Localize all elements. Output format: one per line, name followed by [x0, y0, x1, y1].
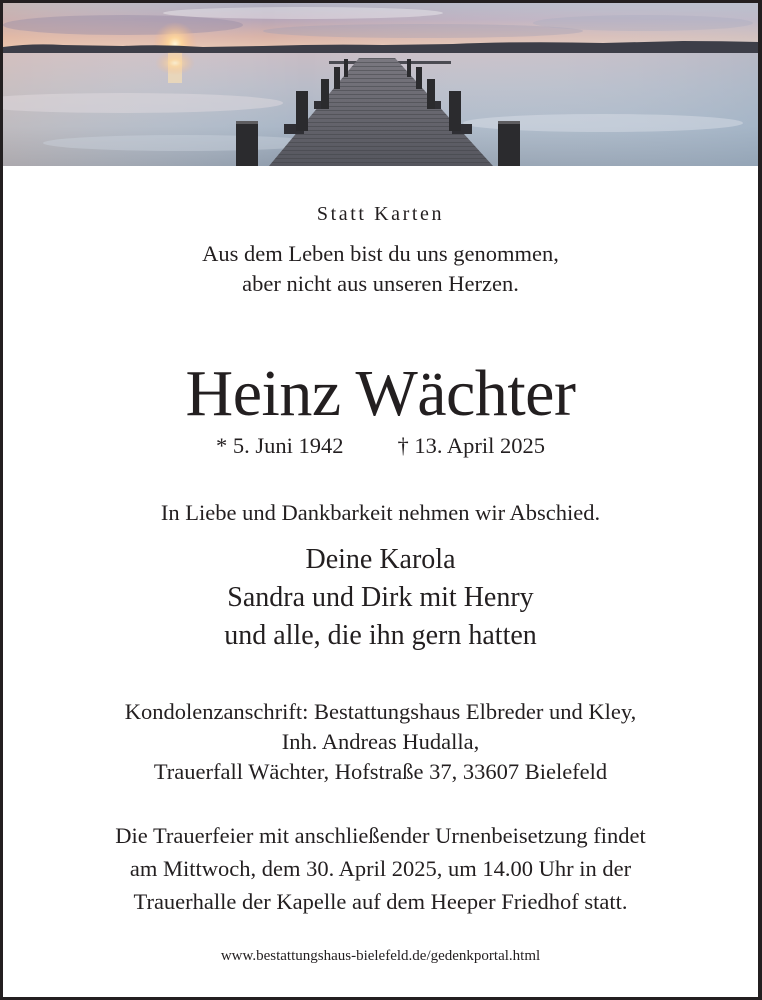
service-line: Die Trauerfeier mit anschließender Urnenbeisetzung findet — [115, 823, 646, 848]
motto-line: aber nicht aus unseren Herzen. — [242, 271, 519, 296]
memorial-portal-link[interactable]: www.bestattungshaus-bielefeld.de/gedenkportal.html — [220, 948, 541, 964]
motto-line: Aus dem Leben bist du uns genommen, — [202, 241, 559, 266]
funeral-service-info — [3, 819, 758, 918]
condolence-address — [3, 697, 758, 787]
service-line: am Mittwoch, dem 30. April 2025, um 14.00 Uhr in der — [129, 856, 632, 881]
mourner-line: und alle, die ihn gern hatten — [224, 620, 537, 651]
obituary-notice — [3, 3, 758, 997]
header-photo-lake-jetty — [3, 3, 758, 166]
address-line: Trauerfall Wächter, Hofstraße 37, 33607 Bielefeld — [153, 759, 608, 784]
mourners-list — [3, 541, 758, 655]
death-date: † 13. April 2025 — [397, 433, 546, 458]
life-dates — [3, 431, 758, 461]
statt-karten-label: Statt Karten — [316, 203, 445, 225]
mourner-line: Sandra und Dirk mit Henry — [227, 582, 534, 613]
mourner-line: Deine Karola — [305, 544, 456, 575]
service-line: Trauerhalle der Kapelle auf dem Heeper Friedhof statt. — [133, 889, 628, 914]
deceased-name: Heinz Wächter — [185, 357, 576, 430]
farewell-line: In Liebe und Dankbarkeit nehmen wir Abschied. — [160, 500, 601, 525]
address-line: Inh. Andreas Hudalla, — [281, 729, 480, 754]
motto-quote — [3, 239, 758, 299]
address-line: Kondolenzanschrift: Bestattungshaus Elbreder und Kley, — [124, 699, 637, 724]
birth-date: * 5. Juni 1942 — [215, 433, 344, 458]
